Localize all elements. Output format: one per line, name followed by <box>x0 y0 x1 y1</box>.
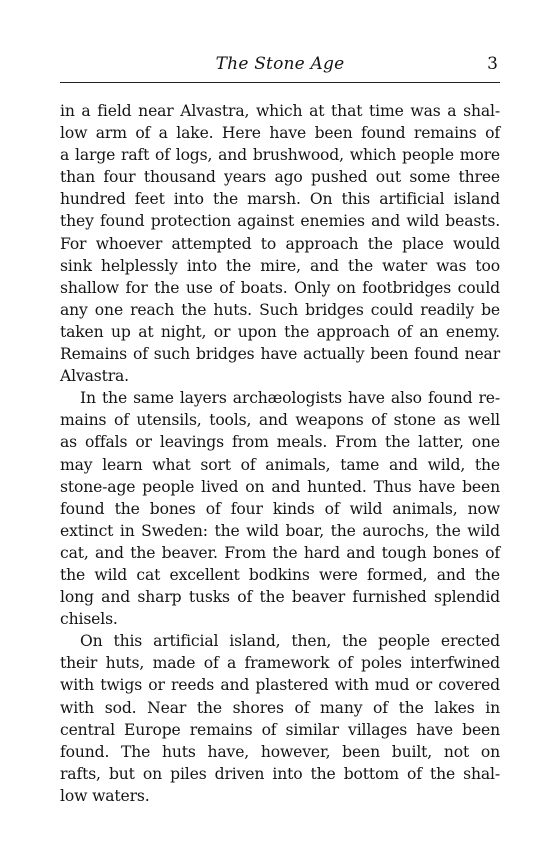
text-line: any one reach the huts. Such bridges could readily be <box>60 300 500 319</box>
text-line: stone-age people lived on and hunted. Thus have been <box>60 477 500 496</box>
text-line: taken up at night, or upon the approach of an enemy. <box>60 322 500 341</box>
text-line: sink helplessly into the mire, and the water was too <box>60 256 500 275</box>
header-rule <box>60 82 500 83</box>
text-line: chisels. <box>60 610 118 629</box>
text-line: In the same layers archæologists have also found re- <box>80 389 500 408</box>
text-line: with twigs or reeds and plastered with mud or covered <box>60 676 500 695</box>
text-line: than four thousand years ago pushed out some three <box>60 168 500 187</box>
text-line: low arm of a lake. Here have been found remains of <box>60 124 500 143</box>
text-line: mains of utensils, tools, and weapons of stone as well <box>60 411 500 430</box>
text-line: central Europe remains of similar villages have been <box>60 720 500 739</box>
text-line: found the bones of four kinds of wild animals, now <box>60 499 500 518</box>
text-line: may learn what sort of animals, tame and wild, the <box>60 455 500 474</box>
text-line: cat, and the beaver. From the hard and tough bones of <box>60 543 500 562</box>
text-line: as offals or leavings from meals. From the latter, one <box>60 433 500 452</box>
text-line: On this artificial island, then, the people erected <box>80 632 500 651</box>
text-line: found. The huts have, however, been built, not on <box>60 742 500 761</box>
text-line: in a field near Alvastra, which at that time was a shal- <box>60 102 500 120</box>
text-line: the wild cat excellent bodkins were formed, and the <box>60 565 500 584</box>
text-line: a large raft of logs, and brushwood, which people more <box>60 146 500 165</box>
text-line: long and sharp tusks of the beaver furnished splendid <box>60 588 500 607</box>
text-line: they found protection against enemies and wild beasts. <box>60 212 500 231</box>
text-line: rafts, but on piles driven into the bottom of the shal- <box>60 764 500 783</box>
body-text <box>60 100 500 807</box>
text-line: Alvastra. <box>60 367 129 386</box>
text-line: For whoever attempted to approach the place would <box>60 234 500 253</box>
text-line: extinct in Sweden: the wild boar, the aurochs, the wild <box>60 521 500 540</box>
chapter-title: The Stone Age <box>215 54 345 74</box>
running-head <box>60 54 500 78</box>
text-line: low waters. <box>60 786 150 805</box>
text-line: shallow for the use of boats. Only on footbridges could <box>60 278 500 297</box>
text-line: with sod. Near the shores of many of the lakes in <box>60 698 500 717</box>
page-number: 3 <box>487 54 498 74</box>
text-line: Remains of such bridges have actually been found near <box>60 345 500 364</box>
text-line: hundred feet into the marsh. On this artificial island <box>60 190 500 209</box>
text-line: their huts, made of a framework of poles interfwined <box>60 654 500 673</box>
